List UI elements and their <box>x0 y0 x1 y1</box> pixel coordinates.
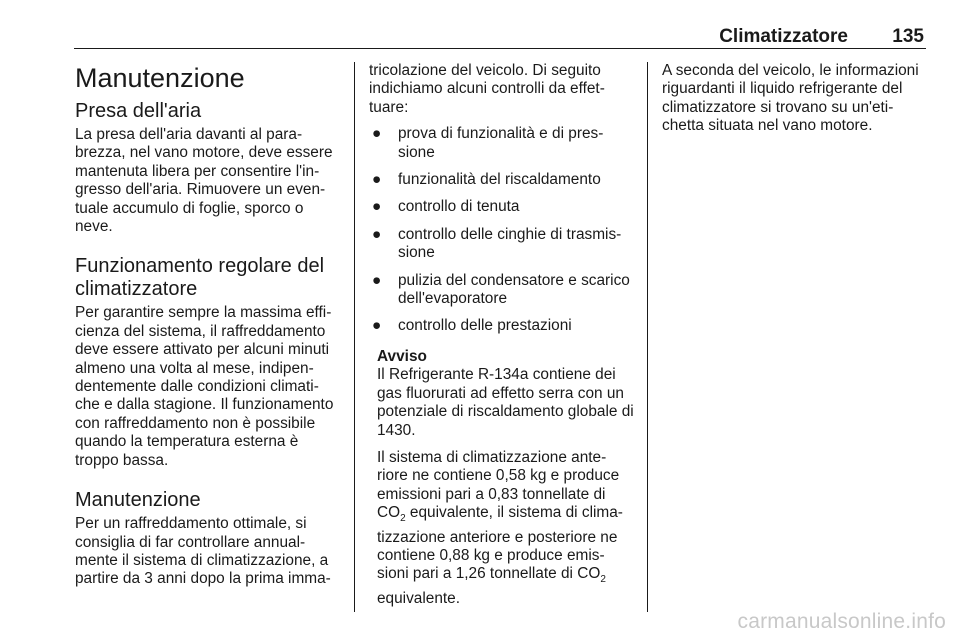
notice-box <box>369 348 634 608</box>
header-title: Climatizzatore <box>719 26 848 47</box>
paragraph: Per garantire sempre la massima effi-cienza del sistema, il raffreddamento deve essere attivato per alcuni minuti almeno una volta al mese, indipen-dentemente dalle condizioni climati-che e dalla stagione. Il funzionamento con raffreddamento non è possibile quando la temperatura esterna è troppo bassa. <box>75 304 334 469</box>
subsection-title: Presa dell'aria <box>75 100 202 122</box>
column-2 <box>369 62 634 608</box>
page-header <box>74 26 926 49</box>
bullet-icon: ● <box>372 271 382 289</box>
paragraph: Il sistema di climatizzazione ante-riore ne contiene 0,58 kg e produce emissioni pari a 0,83 tonnellate di $CO_2$ equivalente, il sistema di clima-tizzazione anteriore e posteriore ne contiene 0,88 kg e produce emis-sioni pari a 1,26 tonnellate di $CO_2$ equivalente. <box>377 448 623 607</box>
bullet-icon: ● <box>372 171 382 189</box>
bullet-icon: ● <box>372 198 382 216</box>
list-item: ● controllo di tenuta <box>372 198 520 216</box>
subsection-title: Funzionamento regolare del climatizzatore <box>75 255 325 301</box>
column-divider <box>647 62 648 612</box>
bullet-icon: ● <box>372 225 382 243</box>
column-divider <box>354 62 355 612</box>
paragraph: A seconda del veicolo, le informazioni riguardanti il liquido refrigerante del climatizzatore si trovano su un'eti-chetta situata nel vano motore. <box>662 62 919 135</box>
list-item: ● prova di funzionalità e di pres-sione <box>372 125 604 161</box>
list-item: ● controllo delle prestazioni <box>372 317 572 335</box>
section-heading: Manutenzione <box>75 63 245 93</box>
bullet-icon: ● <box>372 317 382 335</box>
list-item: ● funzionalità del riscaldamento <box>372 171 601 189</box>
checklist <box>369 125 634 336</box>
subsection-title: Manutenzione <box>75 489 201 512</box>
watermark: carmanualsonline.info <box>737 610 946 633</box>
page-number: 135 <box>892 26 924 47</box>
paragraph: La presa dell'aria davanti al para-brezza, nel vano motore, deve essere mantenuta libera per consentire l'in-gresso dell'aria. Rimuovere un even-tuale accumulo di foglie, sporco o neve. <box>75 126 333 236</box>
paragraph: tricolazione del veicolo. Di seguito indichiamo alcuni controlli da effet-tuare: <box>369 62 605 116</box>
notice-label: Avviso <box>377 347 427 365</box>
list-item: ● pulizia del condensatore e scarico dell'evaporatore <box>372 271 630 308</box>
column-1 <box>75 62 340 589</box>
column-3 <box>662 62 928 136</box>
bullet-icon: ● <box>372 125 382 143</box>
paragraph: Il Refrigerante R-134a contiene dei gas fluorurati ad effetto serra con un potenziale di riscaldamento globale di 1430. <box>377 366 634 439</box>
list-item: ● controllo delle cinghie di trasmis-sione <box>372 225 622 262</box>
paragraph: Per un raffreddamento ottimale, si consiglia di far controllare annual-mente il sistema di climatizzazione, a partire da 3 anni dopo la prima imma- <box>75 515 331 588</box>
